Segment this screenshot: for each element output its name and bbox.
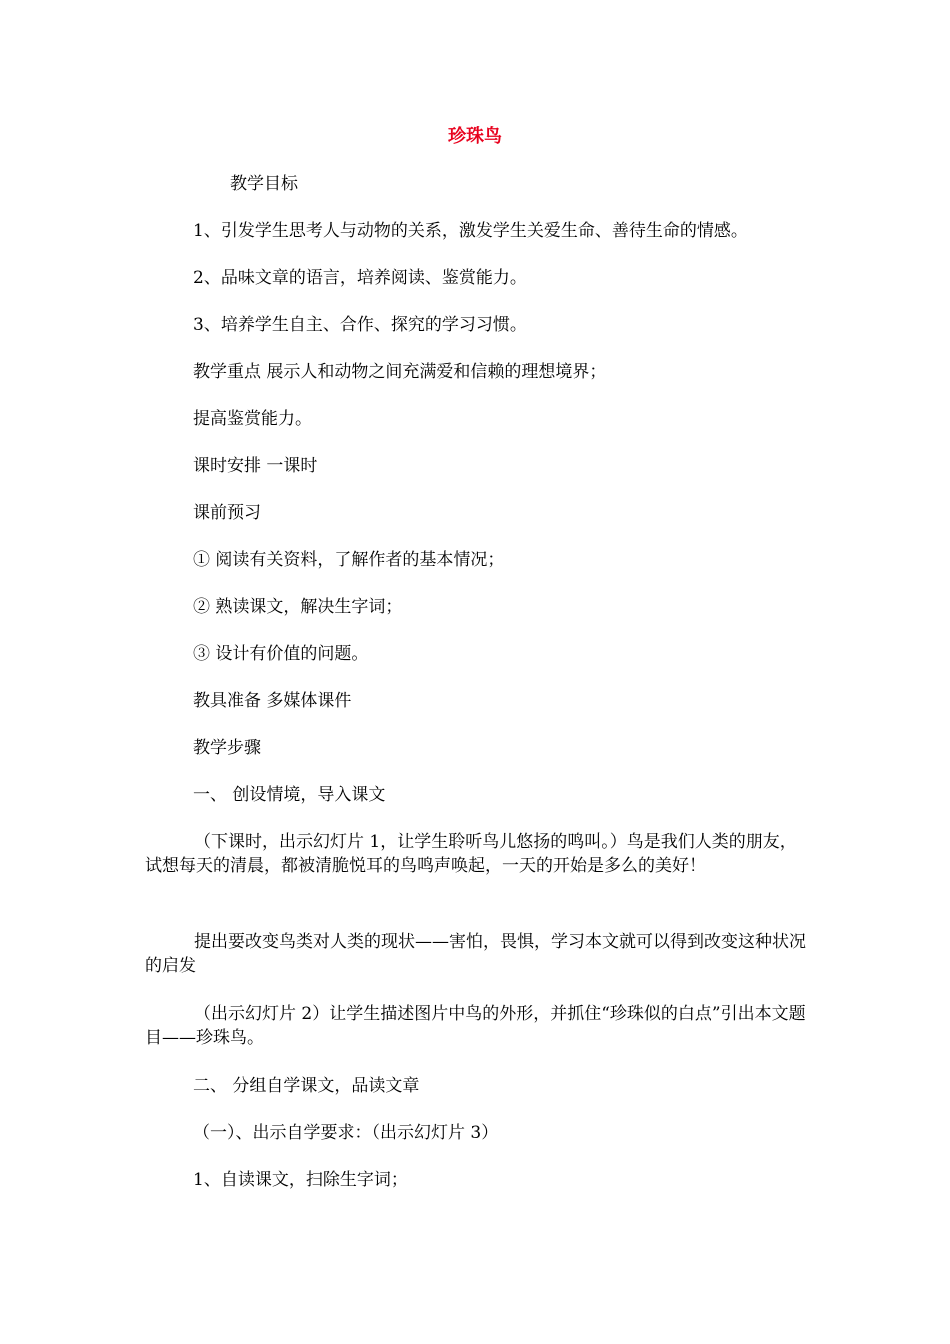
step1-paragraph: （出示幻灯片 2）让学生描述图片中鸟的外形，并抓住“珍珠似的白点”引出本文题目——珍珠鸟。	[145, 1004, 806, 1048]
steps-heading: 教学步骤	[193, 738, 261, 758]
step2-subheading: （一）、出示自学要求：（出示幻灯片 3）	[193, 1123, 499, 1143]
goal-item: 3、培养学生自主、合作、探究的学习习惯。	[193, 315, 527, 335]
key-point: 教学重点 展示人和动物之间充满爱和信赖的理想境界；	[193, 362, 607, 382]
preview-item: ① 阅读有关资料，了解作者的基本情况；	[193, 550, 505, 570]
preview-heading: 课前预习	[193, 503, 261, 523]
preview-item: ③ 设计有价值的问题。	[193, 644, 369, 664]
preview-item: ② 熟读课文，解决生字词；	[193, 597, 403, 617]
key-point-continued: 提高鉴赏能力。	[193, 409, 312, 429]
goals-heading: 教学目标	[230, 174, 298, 194]
goal-item: 2、品味文章的语言，培养阅读、鉴赏能力。	[193, 268, 527, 288]
goal-item: 1、引发学生思考人与动物的关系，激发学生关爱生命、善待生命的情感。	[193, 221, 748, 241]
step2-heading: 二、 分组自学课文，品读文章	[193, 1076, 420, 1096]
schedule: 课时安排 一课时	[193, 456, 318, 476]
step1-heading: 一、 创设情境，导入课文	[193, 785, 386, 805]
step1-paragraph: 提出要改变鸟类对人类的现状——害怕，畏惧，学习本文就可以得到改变这种状况的启发	[145, 932, 806, 976]
step2-item: 1、自读课文，扫除生字词；	[193, 1170, 408, 1190]
tools: 教具准备 多媒体课件	[193, 691, 352, 711]
document-title: 珍珠鸟	[448, 126, 502, 147]
step1-paragraph: （下课时，出示幻灯片 1，让学生聆听鸟儿悠扬的鸣叫。）鸟是我们人类的朋友，试想每天的清晨，都被清脆悦耳的鸟鸣声唤起，一天的开始是多么的美好！	[145, 832, 797, 876]
